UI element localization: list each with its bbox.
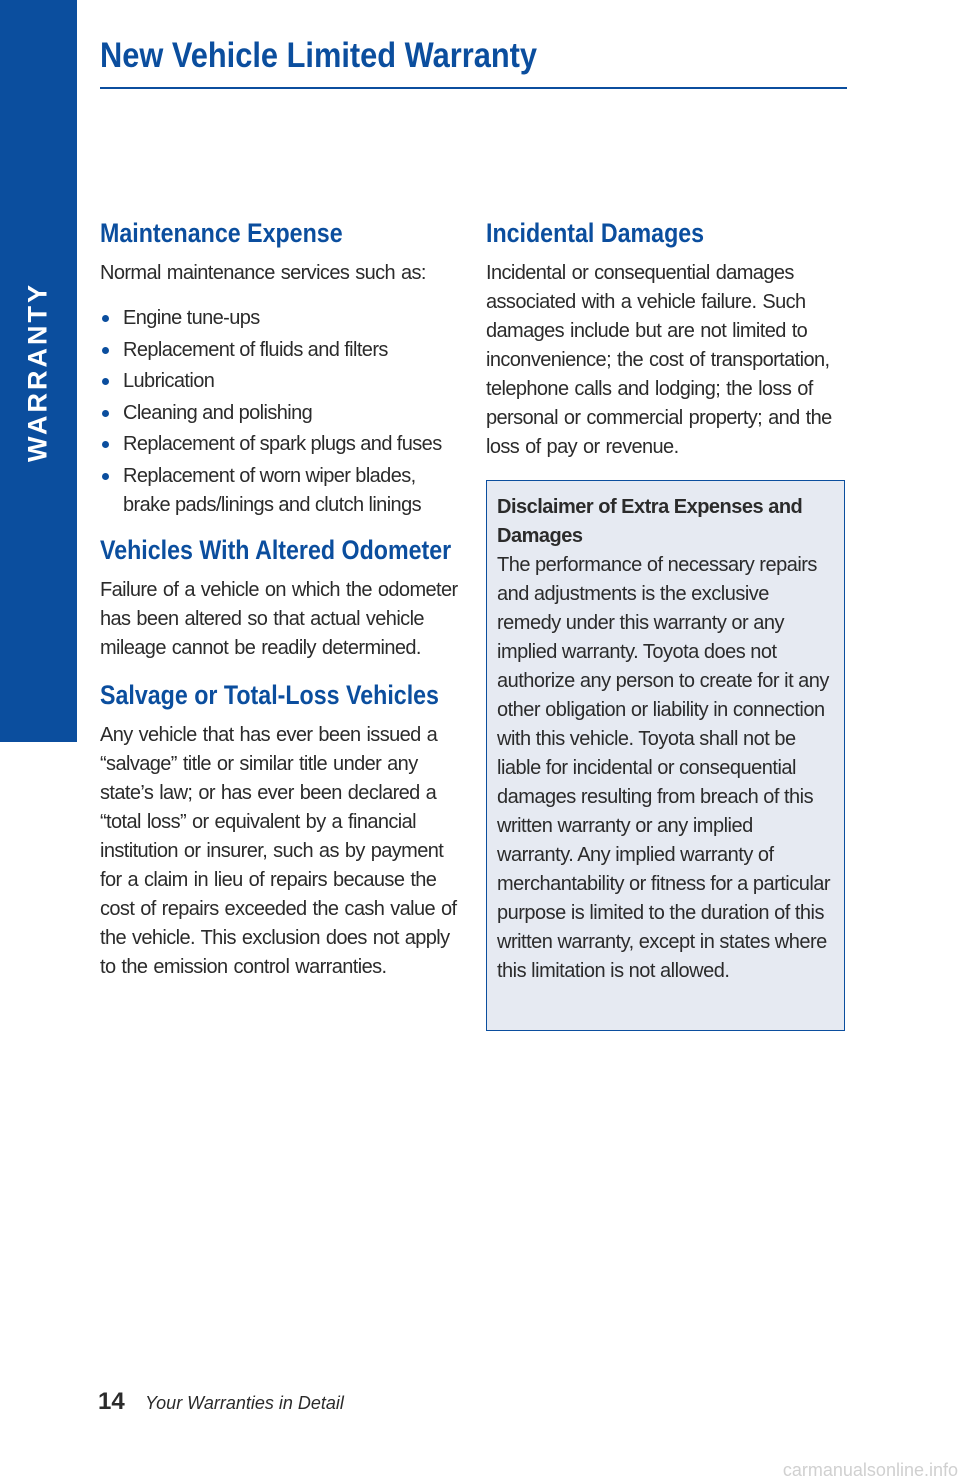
list-item — [100, 462, 462, 520]
bullet-dot-icon — [102, 315, 109, 322]
maintenance-section — [100, 213, 462, 520]
incidental-heading: Incidental Damages — [486, 218, 705, 248]
incidental-section — [486, 213, 846, 462]
footer-text: Your Warranties in Detail — [145, 1393, 344, 1413]
list-item-text: Cleaning and polishing — [123, 401, 313, 424]
odometer-heading: Vehicles With Altered Odometer — [100, 534, 452, 565]
list-item-text: Replacement of worn wiper blades, brake pads/linings and clutch linings — [123, 464, 421, 516]
list-item-text: Engine tune-ups — [123, 307, 260, 329]
list-item — [100, 430, 462, 459]
list-item — [100, 304, 462, 333]
maintenance-heading: Maintenance Expense — [100, 218, 343, 248]
odometer-section — [100, 530, 462, 663]
odometer-text: Failure of a vehicle on which the odometer has been altered so that actual vehicle mileage cannot be readily determined. — [100, 578, 458, 659]
footer — [98, 1388, 344, 1416]
left-column — [100, 213, 462, 982]
list-item-text: Lubrication — [123, 370, 215, 392]
bullet-dot-icon — [102, 441, 109, 448]
list-item — [100, 367, 462, 396]
page-title: New Vehicle Limited Warranty — [100, 36, 538, 75]
salvage-section — [100, 675, 462, 982]
disclaimer-text: The performance of necessary repairs and adjustments is the exclusive remedy under this warranty or any implied warranty. Toyota does not authorize any person to create for it any other obligation or liability in connection with this vehicle. Toyota shall not be liable for incidental or consequential damages resulting from breach of this written warranty or any implied warranty. Any implied warranty of merchantability or fitness for a particular purpose is limited to the duration of this written warranty, except in states where this limitation is not allowed. — [497, 554, 831, 982]
list-item — [100, 336, 462, 365]
list-item — [100, 399, 462, 428]
title-rule — [100, 87, 847, 89]
incidental-text: Incidental or consequential damages associated with a vehicle failure. Such damages include but are not limited to inconvenience; the cost of transportation, telephone calls and lodging; the loss of personal or commercial property; and the loss of pay or revenue. — [486, 262, 832, 458]
page-number: 14 — [98, 1388, 125, 1415]
bullet-dot-icon — [102, 410, 109, 417]
list-item-text: Replacement of spark plugs and fuses — [123, 433, 442, 455]
maintenance-list — [100, 304, 462, 520]
side-tab — [0, 0, 77, 742]
watermark: carmanualsonline.info — [782, 1460, 958, 1480]
disclaimer-box — [486, 480, 845, 1031]
side-tab-label: WARRANTY — [22, 282, 53, 462]
salvage-text: Any vehicle that has ever been issued a “salvage” title or similar title under any state’s law; or has ever been declared a “total loss” or equivalent by a financial institution or insurer, such as by payment for a claim in lieu of repairs because the cost of repairs exceeded the cash value of the vehicle. This exclusion does not apply to the emission control warranties. — [100, 723, 457, 978]
bullet-dot-icon — [102, 378, 109, 385]
list-item-text: Replacement of fluids and filters — [123, 338, 388, 361]
salvage-heading: Salvage or Total-Loss Vehicles — [100, 679, 439, 710]
maintenance-intro: Normal maintenance services such as: — [100, 262, 426, 284]
disclaimer-title: Disclaimer of Extra Expenses and Damages — [497, 496, 803, 547]
bullet-dot-icon — [102, 347, 109, 354]
right-column — [486, 213, 846, 462]
bullet-dot-icon — [102, 473, 109, 480]
